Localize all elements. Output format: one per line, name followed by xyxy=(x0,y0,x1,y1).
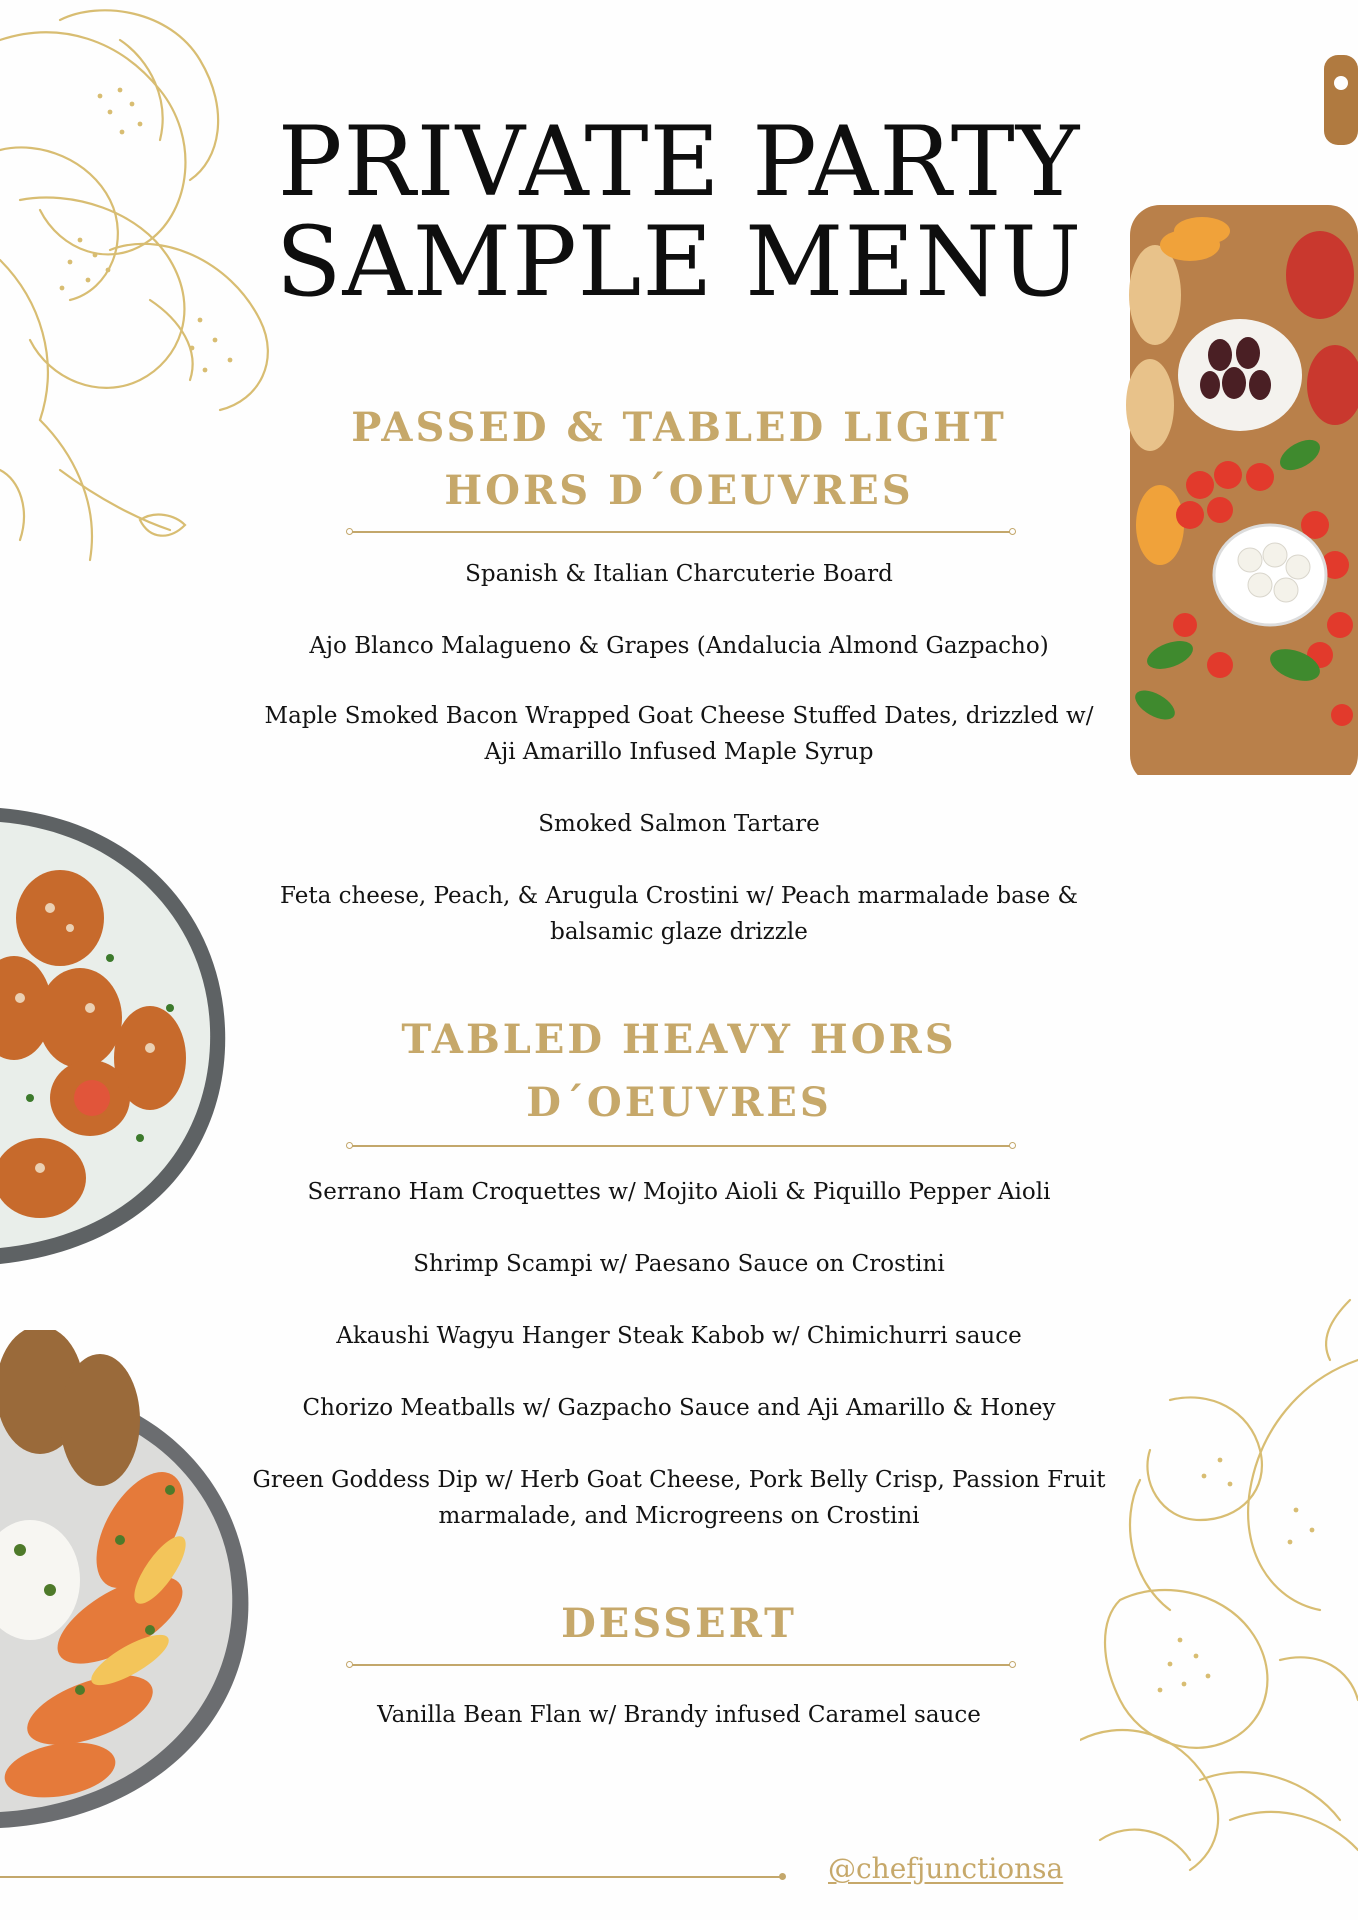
section-heading-light-hors-doeuvres xyxy=(0,396,1358,522)
menu-item: Green Goddess Dip w/ Herb Goat Cheese, Pork Belly Crisp, Passion Fruit marmalade, and Microgreens on Crostini xyxy=(252,1467,1106,1529)
gold-floral-illustration-bottom-right xyxy=(1080,1280,1358,1880)
menu-item: Spanish & Italian Charcuterie Board xyxy=(465,561,893,587)
menu-item: Feta cheese, Peach, & Arugula Crostini w/ Peach marmalade base & balsamic glaze drizzle xyxy=(280,883,1078,945)
menu-item: Serrano Ham Croquettes w/ Mojito Aioli & Piquillo Pepper Aioli xyxy=(307,1179,1051,1205)
page-title xyxy=(0,106,1358,318)
menu-item: Ajo Blanco Malagueno & Grapes (Andalucia Almond Gazpacho) xyxy=(309,633,1049,659)
menu-item: Shrimp Scampi w/ Paesano Sauce on Crostini xyxy=(413,1251,945,1277)
menu-item: Maple Smoked Bacon Wrapped Goat Cheese Stuffed Dates, drizzled w/ Aji Amarillo Infused Maple Syrup xyxy=(264,703,1094,765)
section-divider xyxy=(350,531,1012,533)
section-heading-line-1: PASSED & TABLED LIGHT xyxy=(351,404,1007,451)
section-heading-heavy-hors-doeuvres xyxy=(0,1008,1358,1134)
section-heading-line-2: D´OEUVRES xyxy=(526,1079,832,1126)
menu-item: Vanilla Bean Flan w/ Brandy infused Caramel sauce xyxy=(377,1702,981,1728)
page-title-line-1: PRIVATE PARTY xyxy=(277,106,1081,218)
menu-item: Chorizo Meatballs w/ Gazpacho Sauce and Aji Amarillo & Honey xyxy=(302,1395,1056,1421)
menu-item: Smoked Salmon Tartare xyxy=(538,811,820,837)
section-divider xyxy=(350,1664,1012,1666)
section-divider xyxy=(350,1145,1012,1147)
social-handle-link[interactable]: @chefjunctionsa xyxy=(828,1852,1064,1885)
menu-item: Akaushi Wagyu Hanger Steak Kabob w/ Chimichurri sauce xyxy=(336,1323,1022,1349)
section-heading-line-1: DESSERT xyxy=(561,1600,797,1647)
grilled-peaches-burrata-photo xyxy=(0,1330,250,1830)
section-heading-line-2: HORS D´OEUVRES xyxy=(444,467,914,514)
section-heading-line-1: TABLED HEAVY HORS xyxy=(401,1016,957,1063)
section-heading-dessert xyxy=(0,1592,1358,1655)
page-title-line-2: SAMPLE MENU xyxy=(275,206,1083,318)
footer-divider xyxy=(0,1876,782,1878)
